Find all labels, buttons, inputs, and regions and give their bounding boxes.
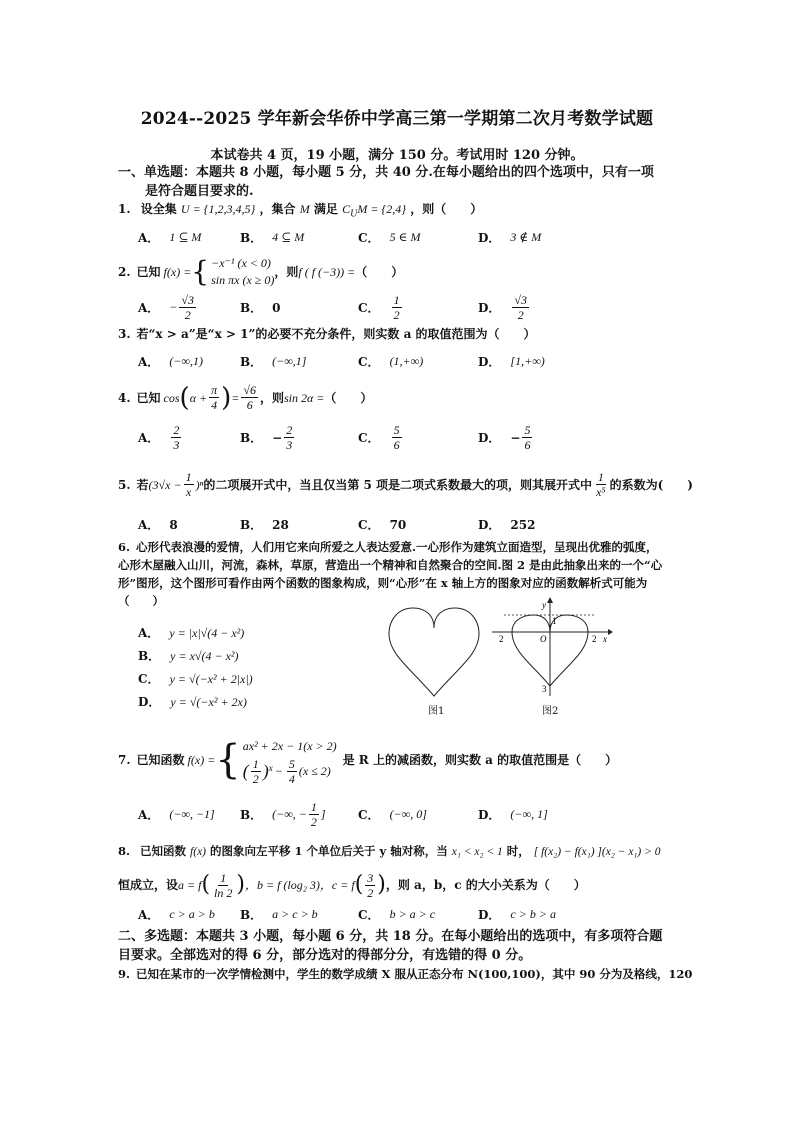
option-value: y = √(−x² + 2|x|) — [169, 672, 253, 686]
label-three: 3 — [542, 684, 547, 694]
const-fraction — [287, 757, 297, 786]
option-b[interactable] — [240, 229, 304, 246]
question-text: ，则 — [259, 390, 284, 405]
right-paren: ) — [236, 872, 245, 897]
function-name: f(x) — [190, 846, 207, 858]
option-letter: B． — [240, 231, 263, 245]
option-fraction — [309, 800, 319, 829]
numerator: 1 — [597, 470, 604, 484]
figure-2-heart-graph — [490, 596, 614, 700]
option-c[interactable] — [358, 353, 423, 370]
option-b[interactable] — [240, 353, 306, 370]
option-a[interactable] — [138, 806, 215, 823]
option-letter: B． — [240, 355, 263, 369]
complement-symbol: C — [342, 202, 351, 216]
section-one-heading — [118, 163, 690, 201]
option-a[interactable] — [138, 624, 253, 647]
numerator: 5 — [288, 756, 295, 771]
option-d[interactable] — [478, 229, 541, 246]
term-fraction — [594, 470, 608, 499]
option-letter: A． — [138, 301, 160, 315]
option-d[interactable] — [138, 693, 253, 716]
question-1 — [118, 200, 690, 223]
question-text: 的图象向左平移 1 个单位后关于 y 轴对称，当 — [210, 844, 448, 858]
option-a[interactable] — [138, 353, 203, 370]
option-fraction — [171, 423, 181, 452]
page-title: 2024--2025 学年新会华侨中学高三第一学期第二次月考数学试题 — [140, 109, 654, 129]
option-value: y = x√(4 − x²) — [170, 649, 239, 663]
option-letter: A． — [138, 355, 160, 369]
a-fraction — [212, 871, 234, 900]
question-text: 恒成立，设 — [118, 878, 179, 892]
option-value: 8 — [169, 517, 178, 532]
question-4 — [118, 383, 690, 412]
cos-argument: α + — [189, 390, 208, 405]
question-number: 5. — [118, 477, 131, 492]
question-text: 已知 — [136, 265, 161, 279]
option-fraction — [179, 293, 196, 322]
option-b[interactable] — [240, 423, 296, 452]
option-value: (−∞,1] — [272, 354, 307, 368]
option-b[interactable] — [240, 800, 326, 829]
option-fraction — [512, 293, 529, 322]
numerator: 2 — [173, 423, 180, 437]
question-8-line-1 — [118, 842, 690, 861]
option-value: 5 ∈ M — [389, 230, 421, 244]
option-b[interactable] — [138, 647, 253, 670]
option-c[interactable] — [358, 229, 420, 246]
option-c[interactable] — [138, 670, 253, 693]
option-c[interactable] — [358, 806, 427, 823]
option-letter: B． — [240, 908, 263, 922]
option-letter: C． — [358, 231, 380, 245]
right-paren: ) — [377, 872, 386, 897]
option-value: (−∞,1) — [169, 354, 203, 368]
question-number: 3. — [118, 327, 131, 341]
option-value: c > b > a — [510, 907, 556, 921]
option-letter: C． — [358, 908, 380, 922]
question-text: （ ） — [355, 265, 404, 279]
option-c[interactable] — [358, 906, 435, 923]
figure-1-heart — [386, 606, 482, 698]
option-d[interactable] — [478, 293, 531, 322]
inequality: [ f(x₂) − f(x₁) ](x₂ − x₁) > 0 — [533, 846, 661, 858]
option-value: [1,+∞) — [510, 354, 545, 368]
option-c[interactable] — [358, 423, 404, 452]
option-sign: − — [510, 430, 521, 445]
numerator: 1 — [310, 800, 317, 814]
numerator: 2 — [286, 423, 293, 437]
option-letter: D． — [138, 695, 161, 709]
cos-function: cos — [163, 390, 180, 405]
binomial-expression: (3√x − — [148, 477, 182, 492]
option-c[interactable] — [358, 516, 406, 533]
option-letter: D． — [478, 301, 501, 315]
denominator: 2 — [367, 885, 374, 900]
case-1: −x⁻¹ (x < 0) — [211, 256, 271, 270]
option-letter: A． — [138, 231, 160, 245]
minus-sign: − — [274, 764, 283, 778]
equals-sign: = — [231, 390, 240, 405]
binomial-close: )ⁿ — [195, 477, 204, 492]
label-x: x — [603, 634, 607, 644]
question-text: 已知函数 — [140, 844, 187, 858]
question-text-line-1: 心形代表浪漫的爱情，人们用它来向所爱之人表达爱意.一心形作为建筑立面造型，呈现出优雅的弧度， — [136, 540, 658, 554]
question-6-options — [138, 624, 253, 716]
numerator: π — [211, 383, 218, 397]
question-number: 6. — [118, 540, 131, 554]
figure-1-caption: 图1 — [428, 706, 445, 717]
numerator: 5 — [524, 423, 531, 437]
option-letter: C． — [358, 355, 380, 369]
denominator: x⁵ — [596, 485, 606, 499]
complement — [342, 202, 407, 220]
option-letter: A． — [138, 518, 160, 532]
section-two-line-2: 目要求。全部选对的得 6 分，部分选对的得部分分，有选错的得 0 分。 — [118, 948, 532, 963]
question-8-line-2 — [118, 868, 690, 902]
option-letter: B． — [240, 301, 263, 315]
label-y: y — [542, 600, 546, 610]
question-7 — [118, 732, 690, 788]
question-text-line-4: （ ） — [118, 594, 164, 608]
option-letter: B． — [240, 808, 263, 822]
option-fraction — [392, 293, 402, 322]
composite-expression: f ( f (−3)) = — [298, 265, 356, 279]
option-value: (1,+∞) — [389, 354, 424, 368]
option-letter: C． — [358, 518, 380, 532]
option-value: (−∞, −1] — [169, 807, 215, 821]
option-d[interactable] — [478, 906, 556, 923]
case-2: sin πx (x ≥ 0) — [211, 273, 275, 287]
option-value: (−∞, 0] — [389, 807, 427, 821]
option-letter: C． — [358, 301, 380, 315]
option-fraction — [392, 423, 402, 452]
pi-over-four — [209, 383, 219, 412]
option-value: (−∞, 1] — [510, 807, 548, 821]
question-text-line-2: 心形木屋融入山川，河流，森林，草原，营造出一个精神和自然聚合的空间.图 2 是由此抽象出来的一个“心 — [118, 558, 663, 572]
exam-info: 本试卷共 4 页，19 小题，满分 150 分。考试用时 120 分钟。 — [210, 148, 584, 163]
case-2 — [243, 757, 337, 786]
option-letter: A． — [138, 808, 160, 822]
denominator: 4 — [211, 398, 218, 412]
option-letter: B． — [240, 431, 263, 445]
denominator: 2 — [310, 815, 317, 829]
question-text: ，集合 — [259, 202, 296, 216]
question-3 — [118, 325, 690, 343]
left-paren: ( — [179, 382, 190, 413]
option-letter: B． — [138, 649, 161, 663]
question-text: ，则 — [274, 265, 299, 279]
base-fraction — [251, 757, 261, 786]
b-expression: ，b = f (log₂ 3)，c = f — [244, 878, 355, 892]
function-name: f(x) = — [163, 265, 192, 279]
question-1-options — [138, 229, 688, 253]
option-value: 0 — [272, 300, 281, 315]
question-text: 若 — [136, 477, 149, 492]
option-letter: D． — [478, 518, 501, 532]
label-origin: O — [540, 634, 547, 644]
question-text: 已知 — [136, 390, 161, 405]
exponent: x — [268, 762, 273, 773]
denominator: 2 — [517, 308, 524, 322]
numerator: 3 — [367, 870, 374, 885]
case-condition: (x ≤ 2) — [298, 764, 331, 778]
question-text: （ ） — [324, 390, 373, 405]
option-a[interactable] — [138, 293, 198, 322]
binomial-fraction — [184, 470, 194, 499]
question-5-options — [138, 516, 688, 540]
numerator: 1 — [220, 870, 227, 885]
option-value: 3 ∉ M — [510, 230, 542, 244]
option-value: b > a > c — [389, 907, 436, 921]
option-letter: D． — [478, 908, 501, 922]
question-4-options — [138, 423, 688, 455]
question-text-line-3: 形”图形，这个图形可看作由两个函数的图象构成，则“心形”在 x 轴上方的图象对应的函数解析式可能为 — [118, 576, 648, 590]
target-expression: sin 2α = — [284, 390, 325, 405]
question-text: 已知函数 — [136, 753, 185, 767]
denominator: 4 — [288, 771, 295, 786]
numerator: √6 — [243, 383, 256, 397]
c-fraction — [365, 871, 375, 900]
right-paren: ) — [262, 761, 269, 781]
piecewise-cases — [211, 255, 274, 289]
option-close: ] — [320, 807, 326, 821]
option-b[interactable] — [240, 516, 289, 533]
option-letter: D． — [478, 808, 501, 822]
option-value: 1 ⊆ M — [169, 230, 202, 244]
option-b[interactable] — [240, 906, 318, 923]
option-value: 28 — [272, 517, 289, 532]
question-2 — [118, 255, 690, 289]
option-value: 4 ⊆ M — [272, 230, 305, 244]
numerator: 5 — [393, 423, 400, 437]
question-3-options — [138, 353, 688, 377]
option-d[interactable] — [478, 353, 545, 370]
question-text: 是 R 上的减函数，则实数 a 的取值范围是（ ） — [342, 753, 618, 767]
option-letter: C． — [358, 431, 380, 445]
question-7-options — [138, 800, 688, 832]
question-text: ，则（ ） — [410, 202, 483, 216]
option-value: 70 — [389, 517, 407, 532]
option-sign: − — [169, 300, 178, 314]
piecewise-cases — [243, 735, 337, 786]
numerator: √3 — [181, 293, 195, 307]
complement-subscript: U — [350, 208, 358, 220]
section-two-line-1: 二、多选题：本题共 3 小题，每小题 6 分，共 18 分。在每小题给出的选项中，有多项符合题 — [118, 929, 663, 944]
denominator: 6 — [393, 438, 400, 452]
left-paren: ( — [354, 872, 364, 897]
figure-2-caption: 图2 — [542, 706, 559, 717]
section-one-line-1: 一、单选题：本题共 8 小题，每小题 5 分，共 40 分.在每小题给出的四个选项中，只有一项 — [118, 165, 654, 180]
denominator: 2 — [252, 771, 259, 786]
numerator: 1 — [393, 293, 400, 307]
option-value: y = √(−x² + 2x) — [170, 695, 247, 709]
case-1: ax² + 2x − 1(x > 2) — [242, 738, 337, 753]
brace-symbol: { — [191, 255, 210, 288]
option-a[interactable] — [138, 229, 201, 246]
question-text: 的二项展开式中，当且仅当第 5 项是二项式系数最大的项，则其展开式中 — [203, 477, 593, 492]
option-b[interactable] — [240, 299, 281, 316]
label-neg-two: 2 — [499, 634, 504, 644]
denominator: 6 — [246, 398, 253, 412]
option-sign: − — [272, 430, 283, 445]
set-u: U = {1,2,3,4,5} — [180, 202, 256, 216]
denominator: 2 — [184, 308, 191, 322]
option-letter: D． — [478, 231, 501, 245]
denominator: x — [185, 485, 192, 499]
denominator: 3 — [286, 438, 293, 452]
question-text: 时， — [506, 844, 530, 858]
option-d[interactable] — [478, 806, 548, 823]
question-9 — [118, 965, 693, 983]
question-number: 8. — [118, 844, 131, 858]
question-number: 2. — [118, 265, 131, 279]
rhs-fraction — [241, 383, 258, 412]
label-one: 1 — [552, 616, 557, 626]
x-axis-arrow — [608, 629, 613, 635]
section-one-line-2: 是符合题目要求的. — [145, 184, 254, 199]
condition: x₁ < x₂ < 1 — [451, 846, 503, 858]
set-m: M — [299, 202, 310, 216]
question-5 — [118, 470, 693, 499]
question-number: 7. — [118, 753, 131, 767]
question-number: 9. — [118, 967, 131, 981]
option-letter: B． — [240, 518, 263, 532]
option-letter: D． — [478, 355, 501, 369]
option-letter: A． — [138, 908, 160, 922]
y-axis-arrow — [547, 597, 553, 603]
denominator: 6 — [524, 438, 531, 452]
question-number: 4. — [118, 390, 131, 405]
numerator: 1 — [185, 470, 192, 484]
option-a[interactable] — [138, 423, 183, 452]
option-value: a > c > b — [272, 907, 318, 921]
section-two-heading — [118, 927, 690, 965]
option-letter: C． — [358, 808, 380, 822]
numerator: 1 — [252, 756, 259, 771]
left-paren: ( — [201, 872, 211, 897]
option-fraction — [522, 423, 532, 452]
option-value: 252 — [510, 517, 536, 532]
option-letter: A． — [138, 431, 160, 445]
question-text: 若“x > a”是“x > 1”的必要不充分条件，则实数 a 的取值范围为（ ） — [136, 327, 536, 341]
option-value: c > a > b — [169, 907, 215, 921]
question-2-options — [138, 293, 688, 325]
denominator: 2 — [393, 308, 400, 322]
option-a[interactable] — [138, 516, 178, 533]
option-fraction — [284, 423, 294, 452]
option-letter: C． — [138, 672, 160, 686]
option-letter: A． — [138, 626, 160, 640]
label-pos-two: 2 — [592, 634, 597, 644]
question-text: 设全集 — [140, 202, 177, 216]
right-paren: ) — [221, 382, 232, 413]
denominator: 3 — [173, 438, 180, 452]
function-name: f(x) = — [187, 753, 216, 767]
question-text: 的系数为( ) — [609, 477, 693, 492]
option-a[interactable] — [138, 906, 215, 923]
question-text: 满足 — [313, 202, 338, 216]
option-c[interactable] — [358, 293, 404, 322]
question-number: 1. — [118, 202, 131, 216]
option-value: (−∞, − — [272, 807, 307, 821]
numerator: √3 — [514, 293, 528, 307]
option-d[interactable] — [478, 516, 535, 533]
option-d[interactable] — [478, 423, 534, 452]
left-paren: ( — [242, 761, 249, 781]
option-letter: D． — [478, 431, 501, 445]
a-expression: a = f — [178, 878, 202, 892]
denominator: ln 2 — [214, 885, 233, 900]
option-value: y = |x|√(4 − x²) — [169, 626, 245, 640]
brace-symbol: { — [215, 737, 241, 783]
question-text: 已知在某市的一次学情检测中，学生的数学成绩 X 服从正态分布 N(100,100)，其中 90 分为及格线，120 — [136, 967, 693, 981]
question-text: ，则 a，b，c 的大小关系为（ ） — [385, 878, 586, 892]
complement-value: M = {2,4} — [357, 202, 407, 216]
